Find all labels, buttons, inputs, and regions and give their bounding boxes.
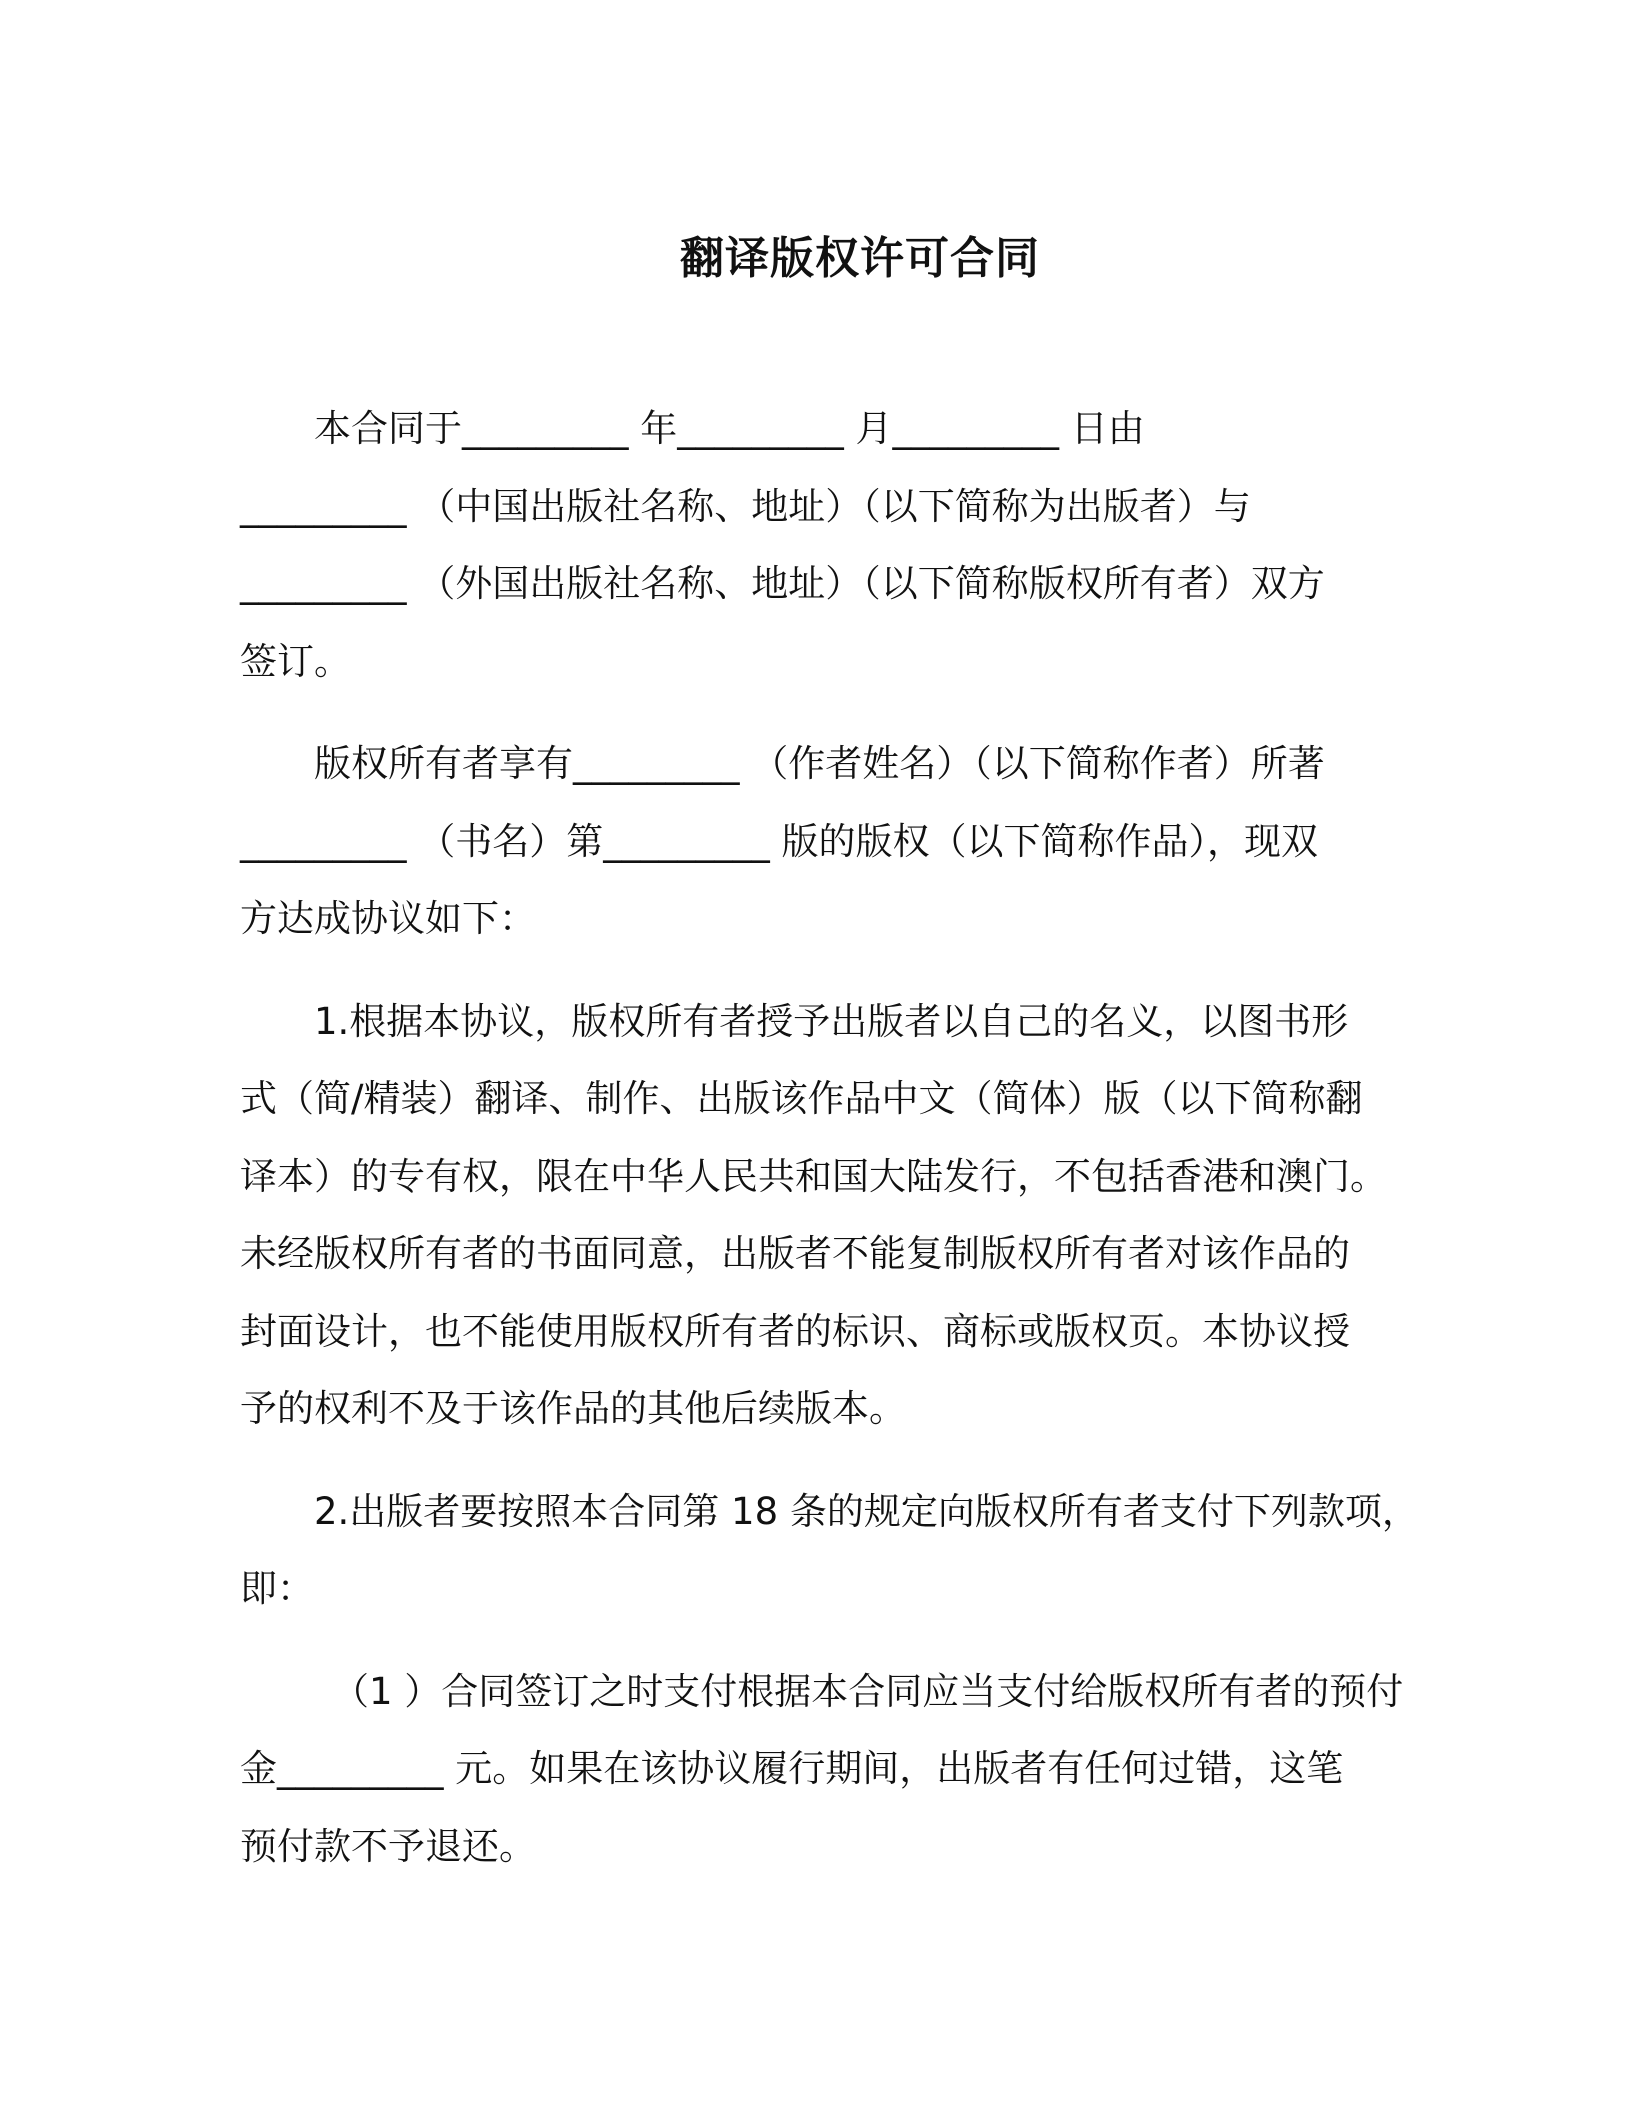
text-line: 版权所有者享有_________ （作者姓名）（以下简称作者）所著 (314, 742, 1325, 785)
text-line: 预付款不予退还。 (240, 1824, 536, 1868)
text-line: 1.根据本协议，版权所有者授予出版者以自己的名义，以图书形 (314, 999, 1349, 1043)
text-line: 即： (240, 1567, 314, 1610)
text-line: 予的权利不及于该作品的其他后续版本。 (240, 1387, 906, 1430)
paragraph-intro (240, 390, 1405, 700)
paragraph-clause-2 (240, 1473, 1419, 1628)
paragraph-clause-2-1 (240, 1653, 1405, 1886)
text-line: 签订。 (240, 639, 351, 683)
text-line: 式（简/精装）翻译、制作、出版该作品中文（简体）版（以下简称翻 (240, 1077, 1363, 1120)
text-line: 封面设计，也不能使用版权所有者的标识、商标或版权页。本协议授 (240, 1309, 1350, 1353)
document-body (240, 390, 1419, 1910)
paragraph-clause-1 (240, 983, 1405, 1448)
text-line: _________ （中国出版社名称、地址）（以下简称为出版者）与 (240, 484, 1251, 528)
text-line: 方达成协议如下： (240, 897, 536, 940)
text-line: 2.出版者要按照本合同第 18 条的规定向版权所有者支付下列款项， (314, 1489, 1419, 1533)
text-line: （1 ）合同签订之时支付根据本合同应当支付给版权所有者的预付 (332, 1669, 1404, 1713)
paragraph-rights (240, 725, 1405, 958)
text-line: 本合同于_________ 年_________ 月_________ 日由 (314, 407, 1145, 450)
text-line: _________ （外国出版社名称、地址）（以下简称版权所有者）双方 (240, 562, 1325, 605)
document-title: 翻译版权许可合同 (680, 233, 1040, 284)
text-line: 金_________ 元。如果在该协议履行期间，出版者有任何过错，这笔 (240, 1747, 1344, 1790)
text-line: _________ （书名）第_________ 版的版权（以下简称作品），现双 (240, 819, 1319, 863)
text-line: 译本）的专有权，限在中华人民共和国大陆发行，不包括香港和澳门。 (240, 1154, 1387, 1198)
text-line: 未经版权所有者的书面同意，出版者不能复制版权所有者对该作品的 (240, 1232, 1350, 1275)
